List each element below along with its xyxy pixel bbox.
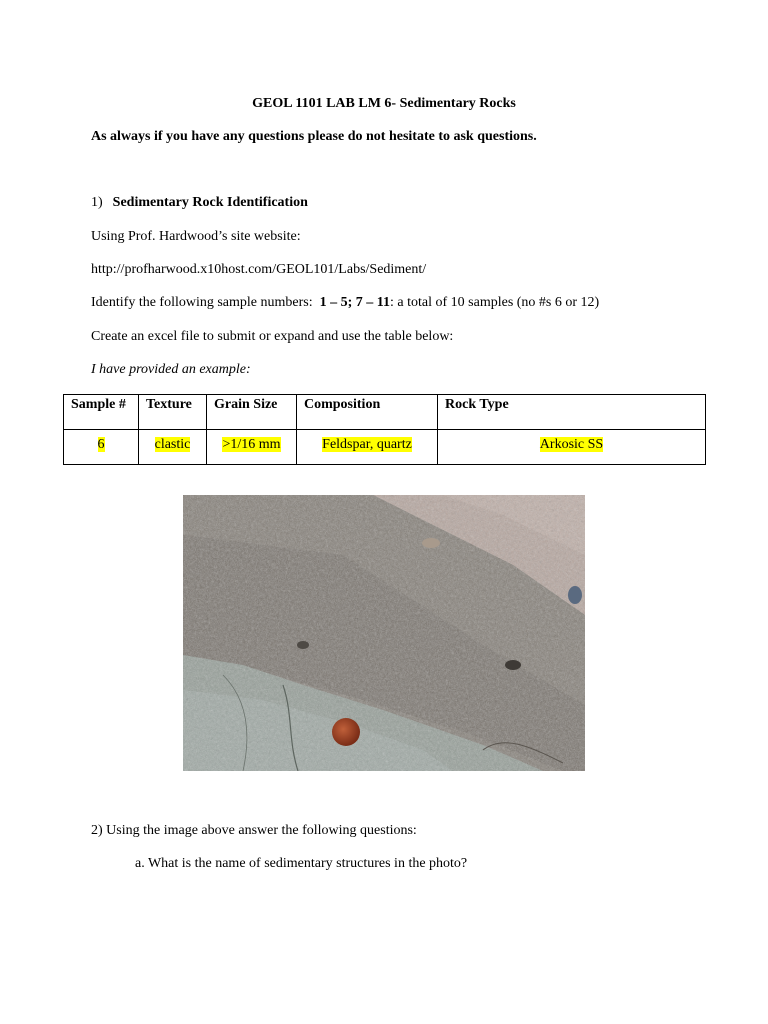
section-1-number: 1) (91, 195, 103, 210)
identify-prefix: Identify the following sample numbers: (91, 295, 320, 310)
header-grain-size: Grain Size (207, 395, 297, 430)
section-1-heading (91, 194, 308, 211)
table-row (64, 430, 706, 465)
document-title: GEOL 1101 LAB LM 6- Sedimentary Rocks (252, 96, 516, 111)
sample-table (63, 394, 706, 465)
example-text: I have provided an example: (91, 362, 251, 377)
header-composition: Composition (297, 395, 438, 430)
cell-composition: Feldspar, quartz (297, 430, 438, 465)
identify-suffix: : a total of 10 samples (no #s 6 or 12) (390, 295, 600, 310)
section-1-title: Sedimentary Rock Identification (112, 195, 308, 210)
create-excel-text: Create an excel file to submit or expand and use the table below: (91, 329, 454, 344)
question-a: a. What is the name of sedimentary structures in the photo? (135, 856, 468, 871)
header-rock-type: Rock Type (438, 395, 706, 430)
header-texture: Texture (139, 395, 207, 430)
penny-scale (332, 718, 360, 746)
intro-text: As always if you have any questions please do not hesitate to ask questions. (91, 129, 537, 144)
sample-range: 1 – 5; 7 – 11 (319, 295, 391, 310)
cell-texture: clastic (139, 430, 207, 465)
cell-grain-size: >1/16 mm (207, 430, 297, 465)
cell-rock-type: Arkosic SS (438, 430, 706, 465)
site-url: http://profharwood.x10host.com/GEOL101/Labs/Sediment/ (91, 262, 427, 277)
table-header-row (64, 395, 706, 430)
section-2-question: 2) Using the image above answer the following questions: (91, 823, 417, 838)
cell-sample-number: 6 (64, 430, 139, 465)
header-sample-number: Sample # (64, 395, 139, 430)
rock-outcrop-photo (183, 495, 585, 771)
using-site-text: Using Prof. Hardwood’s site website: (91, 229, 301, 244)
identify-instruction (91, 294, 599, 311)
